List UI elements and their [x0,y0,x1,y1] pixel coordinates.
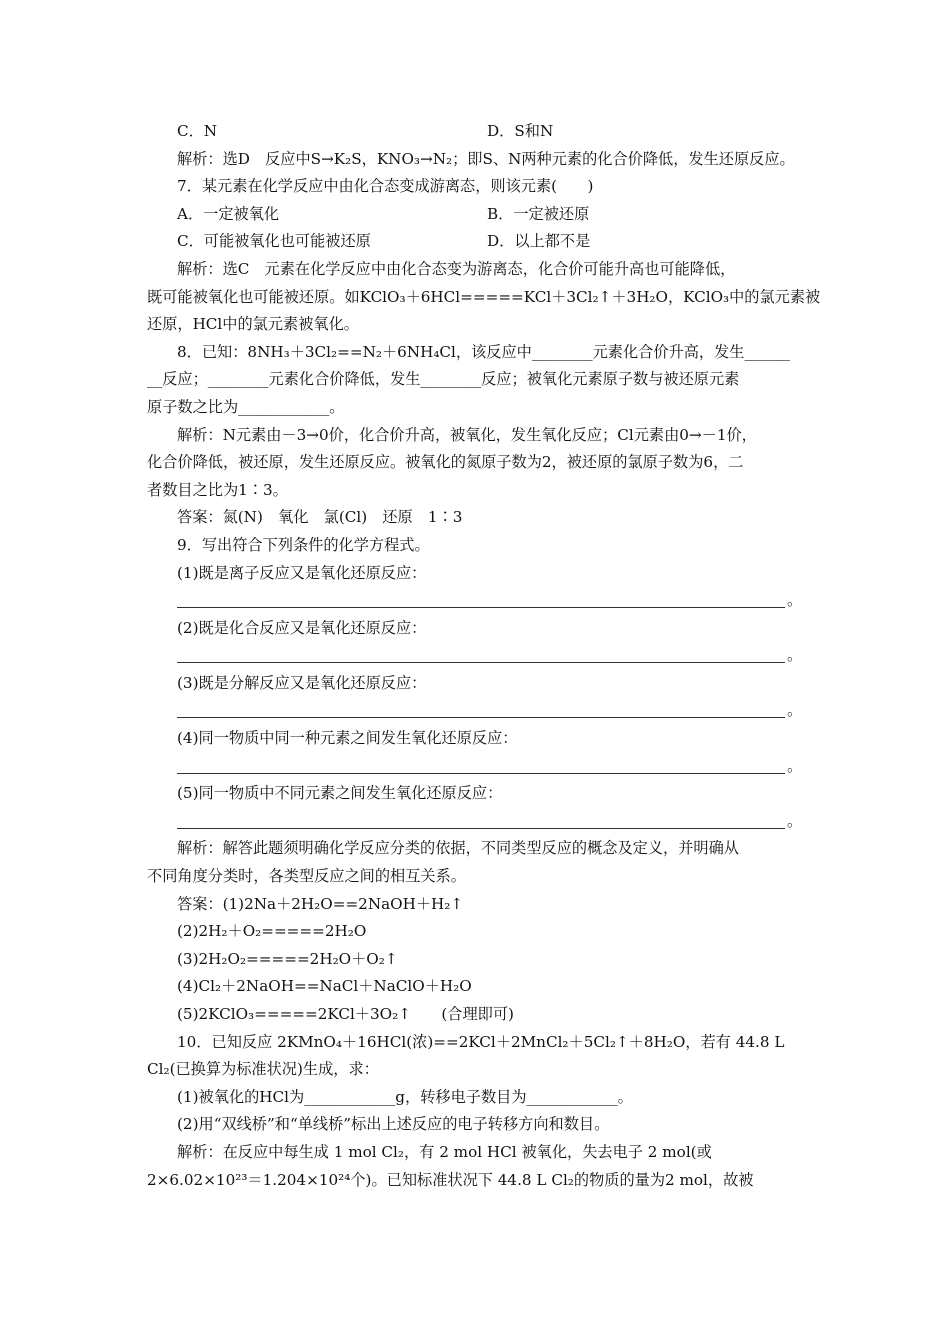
q8-analysis-line: 解析：N元素由－3→0价，化合价升高，被氧化，发生氧化反应；Cl元素由0→－1价， [177,425,757,444]
q8-analysis-line: 化合价降低，被还原，发生还原反应。被氧化的氮原子数为2，被还原的氯原子数为6，二 [147,453,744,472]
option-c: C．可能被氧化也可能被还原 [177,232,371,251]
q9-answer-line: (2)2H₂＋O₂=====2H₂O [177,922,367,941]
q9-analysis-line: 不同角度分类时，各类型反应之间的相互关系。 [147,867,466,886]
q9-answer-line: (4)Cl₂＋2NaOH==NaCl＋NaClO＋H₂O [177,977,472,996]
q8-answer: 答案：氮(N) 氧化 氯(Cl) 还原 1∶3 [177,508,463,527]
q7-options-ab [147,201,807,229]
q6-analysis: 解析：选D 反应中S→K₂S，KNO₃→N₂；即S、N两种元素的化合价降低，发生还原反应。 [177,149,795,168]
q8-stem-line: 原子数之比为____________。 [147,397,345,416]
blank-end: 。 [787,811,803,830]
q8-stem-line: __反应；________元素化合价降低，发生________反应；被氧化元素原子数与被还原元素 [147,370,740,389]
option-d: D．以上都不是 [487,232,591,251]
q10-analysis-line: 2×6.02×10²³＝1.204×10²⁴个)。已知标准状况下 44.8 L Cl₂的物质的量为2 mol，故被 [147,1170,754,1189]
q9-answer-line: (5)2KClO₃=====2KCl＋3O₂↑ (合理即可) [177,1005,514,1023]
q8-analysis-line: 者数目之比为1∶3。 [147,480,288,499]
q9-item: (1)既是离子反应又是氧化还原反应： [177,563,427,582]
q10-analysis-line: 解析：在反应中每生成 1 mol Cl₂，有 2 mol HCl 被氧化，失去电子 2 mol(或 [177,1142,712,1161]
option-c: C．N [177,122,218,140]
answer-blank[interactable] [147,697,807,725]
document-page [147,118,821,1194]
q6-options-cd [147,118,807,146]
q10-sub-question: (1)被氧化的HCl为____________g，转移电子数目为____________。 [177,1087,633,1106]
q9-item: (4)同一物质中同一种元素之间发生氧化还原反应： [177,729,518,748]
q9-answer-line: 答案：(1)2Na＋2H₂O==2NaOH＋H₂↑ [177,894,464,913]
q7-options-cd [147,228,807,256]
q7-analysis-line: 解析：选C 元素在化学反应中由化合态变为游离态，化合价可能升高也可能降低， [177,259,736,278]
q9-stem: 9．写出符合下列条件的化学方程式。 [177,535,430,554]
q10-sub-question: (2)用“双线桥”和“单线桥”标出上述反应的电子转移方向和数目。 [177,1115,610,1134]
q9-item: (3)既是分解反应又是氧化还原反应： [177,673,427,692]
answer-blank[interactable] [147,642,807,670]
blank-end: 。 [787,756,803,775]
answer-blank[interactable] [147,808,807,836]
answer-blank[interactable] [147,753,807,781]
blank-end: 。 [787,591,803,610]
q10-stem-line: Cl₂(已换算为标准状况)生成，求： [147,1060,379,1079]
option-b: B．一定被还原 [487,204,590,223]
q7-analysis-line: 还原，HCl中的氯元素被氧化。 [147,315,359,334]
q9-item: (2)既是化合反应又是氧化还原反应： [177,618,427,637]
blank-end: 。 [787,701,803,720]
answer-blank[interactable] [147,587,807,615]
q9-answer-line: (3)2H₂O₂=====2H₂O＋O₂↑ [177,949,398,968]
q9-analysis-line: 解析：解答此题须明确化学反应分类的依据，不同类型反应的概念及定义，并明确从 [177,839,739,858]
q7-stem: 7．某元素在化学反应中由化合态变成游离态，则该元素( ) [177,177,594,196]
q8-stem-line: 8．已知：8NH₃＋3Cl₂==N₂＋6NH₄Cl，该反应中________元素化合价升高，发生______ [177,342,791,361]
blank-end: 。 [787,646,803,665]
option-a: A．一定被氧化 [177,204,280,223]
q7-analysis-line: 既可能被氧化也可能被还原。如KClO₃＋6HCl=====KCl＋3Cl₂↑＋3H₂O，KClO₃中的氯元素被 [147,287,821,306]
q9-item: (5)同一物质中不同元素之间发生氧化还原反应： [177,784,503,803]
option-d: D．S和N [487,122,554,140]
q10-stem-line: 10．已知反应 2KMnO₄＋16HCl(浓)==2KCl＋2MnCl₂＋5Cl₂↑＋8H₂O，若有 44.8 L [177,1032,785,1051]
